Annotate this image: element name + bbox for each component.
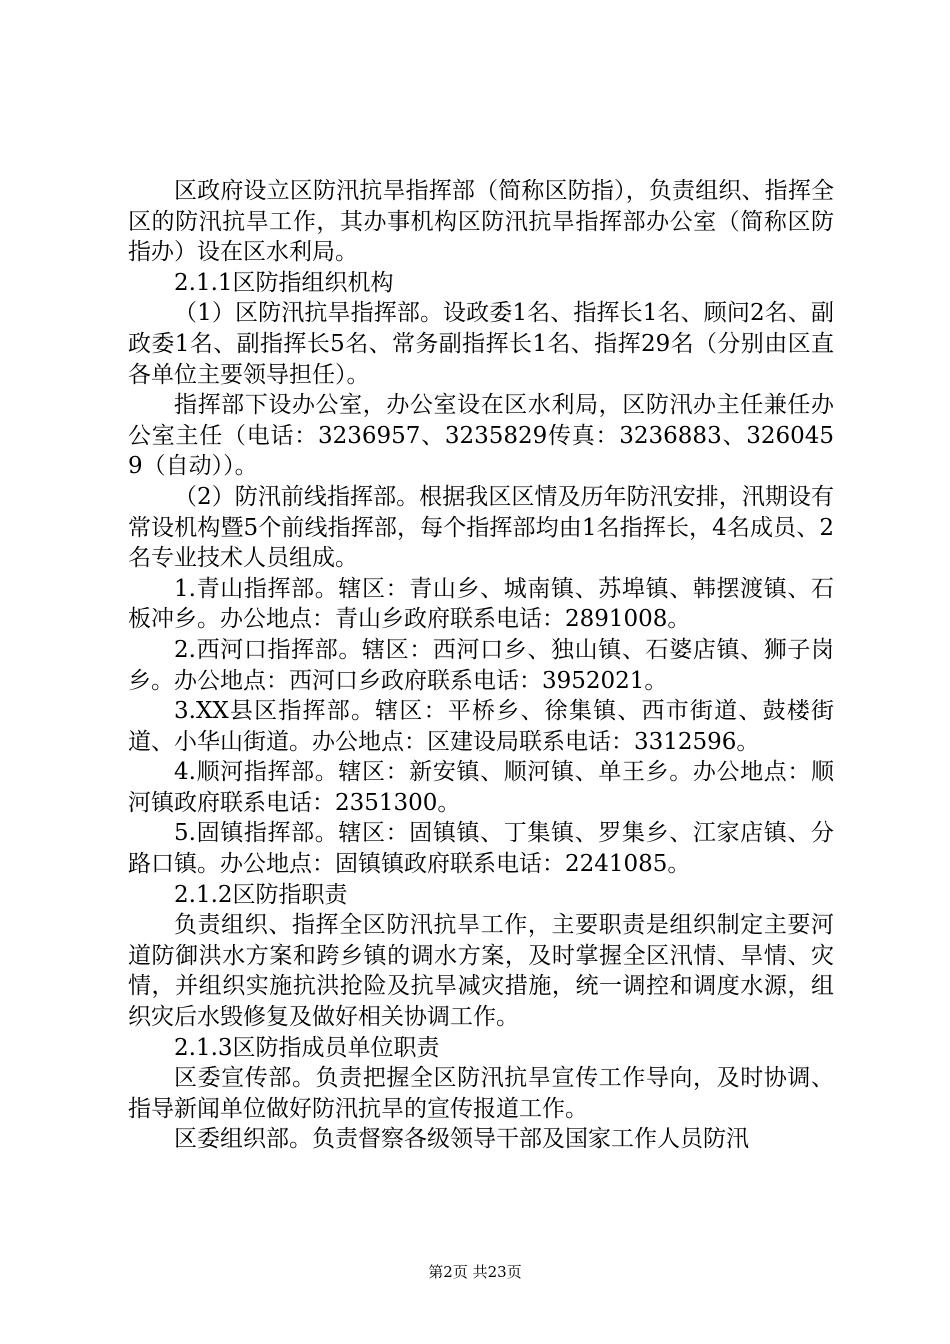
list-item-qingshan: 1.青山指挥部。辖区：青山乡、城南镇、苏埠镇、韩摆渡镇、石板冲乡。办公地点：青山乡政府联系电话：2891008。 <box>128 575 834 633</box>
document-body <box>128 176 834 1155</box>
list-item-shunhe: 4.顺河指挥部。辖区：新安镇、顺河镇、单王乡。办公地点：顺河镇政府联系电话：2351300。 <box>128 759 834 816</box>
paragraph-duties: 负责组织、指挥全区防汛抗旱工作，主要职责是组织制定主要河道防御洪水方案和跨乡镇的调水方案，及时掌握全区汛情、旱情、灾情，并组织实施抗洪抢险及抗旱减灾措施，统一调控和调度水源，组织灾后水毁修复及做好相关协调工作。 <box>128 912 834 1031</box>
list-item-xihekou: 2.西河口指挥部。辖区：西河口乡、独山镇、石婆店镇、狮子岗乡。办公地点：西河口乡政府联系电话：3952021。 <box>128 636 834 694</box>
section-heading-2-1-2: 2.1.2区防指职责 <box>174 881 348 908</box>
paragraph-frontline-hq: （2）防汛前线指挥部。根据我区区情及历年防汛安排，汛期设有常设机构暨5个前线指挥部，每个指挥部均由1名指挥长，4名成员、2名专业技术人员组成。 <box>128 483 834 572</box>
paragraph-propaganda-dept: 区委宣传部。负责把握全区防汛抗旱宣传工作导向，及时协调、指导新闻单位做好防汛抗旱的宣传报道工作。 <box>128 1065 834 1122</box>
list-item-guzhen: 5.固镇指挥部。辖区：固镇镇、丁集镇、罗集乡、江家店镇、分路口镇。办公地点：固镇镇政府联系电话：2241085。 <box>128 820 834 878</box>
paragraph-hq-composition: （1）区防汛抗旱指挥部。设政委1名、指挥长1名、顾问2名、副政委1名、副指挥长5名、常务副指挥长1名、指挥29名（分别由区直各单位主要领导担任）。 <box>128 300 834 388</box>
section-heading-2-1-1: 2.1.1区防指组织机构 <box>174 269 394 296</box>
paragraph-intro: 区政府设立区防汛抗旱指挥部（简称区防指），负责组织、指挥全区的防汛抗旱工作，其办事机构区防汛抗旱指挥部办公室（简称区防指办）设在区水利局。 <box>128 178 834 266</box>
paragraph-organization-dept: 区委组织部。负责督察各级领导干部及国家工作人员防汛 <box>174 1126 749 1153</box>
paragraph-office-contact: 指挥部下设办公室，办公室设在区水利局，区防汛办主任兼任办公室主任（电话：3236957、3235829传真：3236883、3260459（自动））。 <box>128 392 834 480</box>
list-item-county-district: 3.XX县区指挥部。辖区：平桥乡、徐集镇、西市街道、鼓楼街道、小华山街道。办公地点：区建设局联系电话：3312596。 <box>128 698 834 755</box>
page-number-footer: 第2页 共23页 <box>428 1263 522 1281</box>
section-heading-2-1-3: 2.1.3区防指成员单位职责 <box>174 1034 440 1061</box>
